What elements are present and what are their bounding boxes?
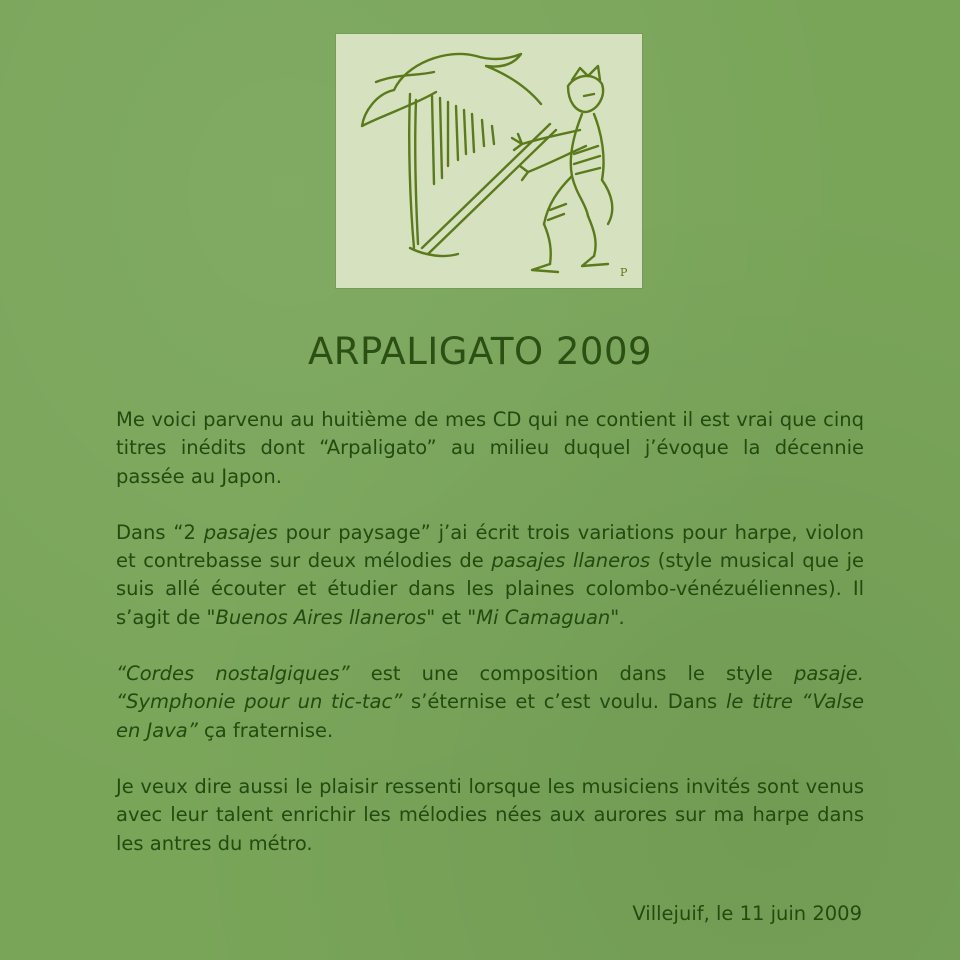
text-run-italic: Buenos Aires llaneros" <box>215 605 436 629</box>
text-run-italic: le titre “Valse en Java” <box>116 690 864 742</box>
text-run-italic: “Symphonie pour un tic-tac” <box>116 690 403 714</box>
text-run: ça fraternise. <box>197 718 334 742</box>
text-run: est une composition dans le style <box>349 662 794 686</box>
text-run: Dans “2 <box>116 520 204 544</box>
logo-panel <box>336 34 642 288</box>
text-run-italic: pasajes <box>203 520 278 544</box>
paragraph-pasajes <box>116 519 864 632</box>
harpist-drawing-icon <box>336 34 642 288</box>
text-run-italic: Mi Camaguan". <box>476 605 626 629</box>
text-run: et " <box>435 605 477 629</box>
text-run-italic: pasajes llaneros <box>491 549 651 573</box>
text-run: pour paysage” j’ai écrit trois variations pour harpe, violon et contrebasse sur deux mélodies de <box>116 520 865 573</box>
paragraph-compositions <box>116 660 864 745</box>
paragraph-intro: Me voici parvenu au huitième de mes CD qui ne contient il est vrai que cinq titres inédits dont “Arpaligato” au milieu duquel j’évoque la décennie passée au Japon. <box>116 408 864 488</box>
text-run: (style musical que je suis allé écouter et étudier dans les plaines colombo-vénézuéliennes). Il s’agit de " <box>116 549 864 629</box>
text-run: s’éternise et c’est voulu. Dans <box>402 690 726 714</box>
signature-date: Villejuif, le 11 juin 2009 <box>632 902 862 925</box>
text-run-italic: “Cordes nostalgiques” <box>116 662 350 686</box>
paragraph-musicians: Je veux dire aussi le plaisir ressenti lorsque les musiciens invités sont venus avec leur talent enrichir les mélodies nées aux aurores sur ma harpe dans les antres du métro. <box>116 774 864 855</box>
text-run-italic: pasaje. <box>793 662 865 686</box>
page-title: ARPALIGATO 2009 <box>307 330 653 373</box>
body-text <box>116 406 864 886</box>
logo-initial-mark: P <box>620 266 628 279</box>
